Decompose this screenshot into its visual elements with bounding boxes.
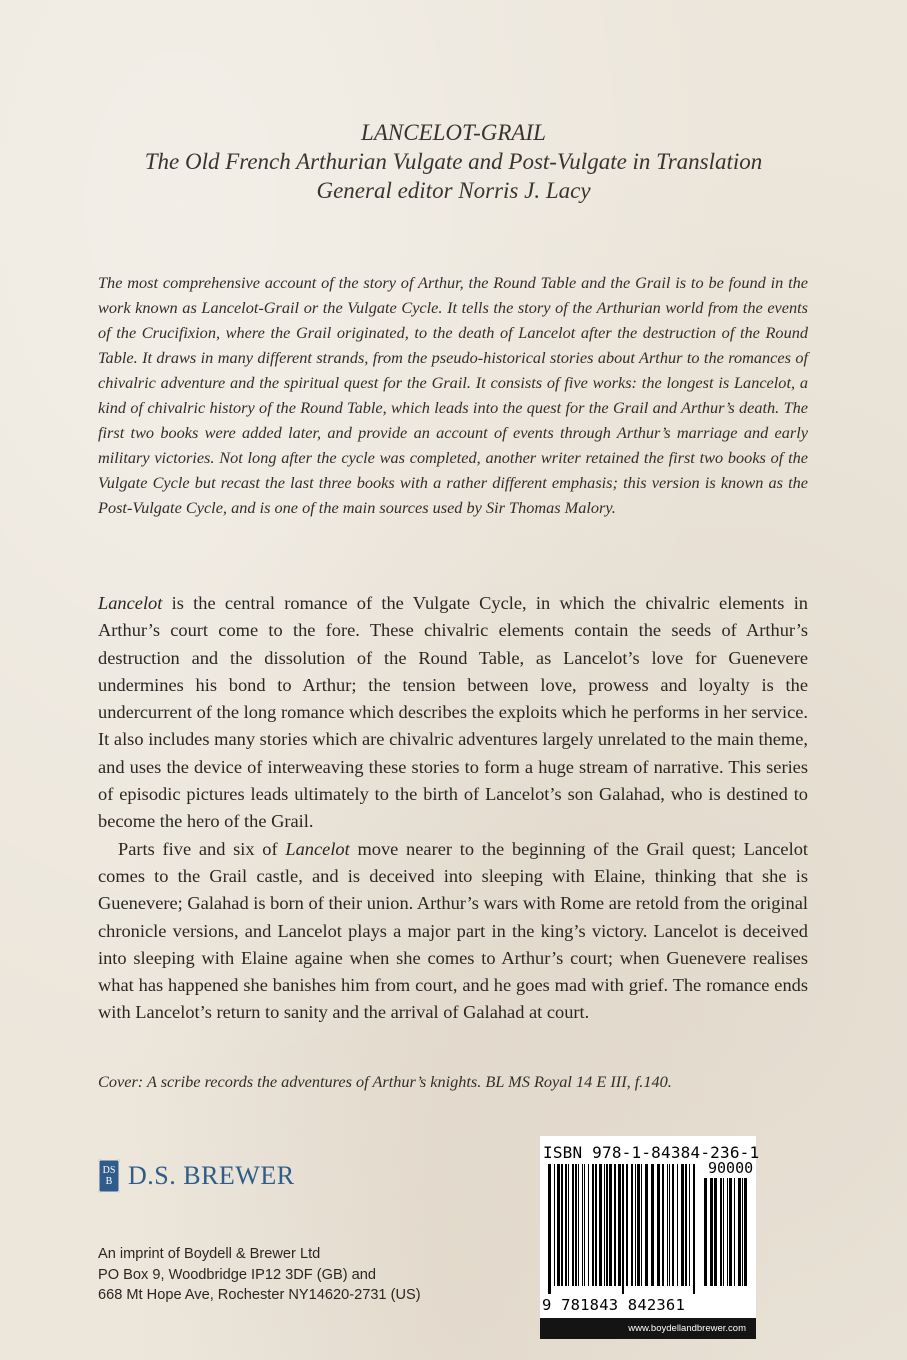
- price-code: 90000: [708, 1159, 754, 1177]
- barcode-bar: [622, 1164, 624, 1294]
- barcode-bar: [710, 1178, 713, 1286]
- barcode-bar: [738, 1178, 741, 1286]
- barcode-bar: [606, 1164, 608, 1286]
- work-title: Lancelot: [98, 593, 163, 613]
- barcode-bar: [677, 1164, 678, 1286]
- barcode-bar: [729, 1178, 732, 1286]
- barcode-bar: [667, 1164, 668, 1286]
- barcode-bar: [637, 1164, 640, 1286]
- barcode-bar: [689, 1164, 690, 1286]
- barcode-bar: [662, 1164, 664, 1286]
- barcode-bar: [561, 1164, 563, 1286]
- barcode-digits: 9 781843 842361: [542, 1296, 685, 1314]
- website-url: www.boydellandbrewer.com: [628, 1323, 746, 1334]
- barcode-bar: [669, 1164, 670, 1286]
- barcode-bar: [568, 1164, 569, 1286]
- barcode-bar: [626, 1164, 628, 1286]
- paragraph-text: is the central romance of the Vulgate Cycle, in which the chivalric elements in Arthur’s court come to the fore. These chivalric elements contain the seeds of Arthur’s destruction and the dissolution of the Round Table, as Lancelot’s love for Guenevere undermines his bond to Arthur; the tension between love, prowess and loyalty is the undercurrent of the long romance which describes the exploits which he performs in her service. It also includes many stories which are chivalric adventures largely unrelated to the main theme, and uses the device of interweaving these stories to form a huge stream of narrative. This series of episodic pictures leads ultimately to the birth of Lancelot’s son Galahad, who is destined to become the hero of the Grail.: [98, 593, 808, 832]
- barcode-bar: [631, 1164, 633, 1286]
- barcode-bar: [744, 1178, 747, 1286]
- description-paragraph-2: [98, 836, 808, 1027]
- cover-caption: Cover: A scribe records the adventures of Arthur’s knights. BL MS Royal 14 E III, f.140.: [98, 1072, 672, 1091]
- website-strip: [540, 1318, 756, 1339]
- barcode-bar: [604, 1164, 605, 1286]
- barcode-bar: [657, 1164, 660, 1286]
- barcode-bar: [584, 1164, 585, 1286]
- work-title: Lancelot: [285, 838, 350, 859]
- barcode-bar: [595, 1164, 597, 1286]
- title-block: [0, 118, 907, 205]
- barcode-bar: [554, 1164, 555, 1286]
- barcode-bar: [714, 1178, 717, 1286]
- barcode-bar: [641, 1164, 642, 1286]
- publisher-logo: [98, 1158, 295, 1194]
- barcode-addon-bars-icon: [704, 1178, 750, 1294]
- address-line: An imprint of Boydell & Brewer Ltd: [98, 1246, 321, 1262]
- address-line: PO Box 9, Woodbridge IP12 3DF (GB) and: [98, 1266, 376, 1283]
- description-body: [98, 590, 808, 1027]
- barcode-bar: [651, 1164, 654, 1286]
- barcode-bar: [672, 1164, 674, 1286]
- barcode-bar: [704, 1178, 707, 1286]
- barcode-bar: [557, 1164, 560, 1286]
- barcode-bar: [548, 1164, 551, 1294]
- barcode-bar: [727, 1178, 728, 1286]
- isbn-barcode: [540, 1136, 760, 1339]
- barcode-bar: [635, 1164, 636, 1286]
- barcode-bar: [614, 1164, 616, 1286]
- publisher-address: [98, 1244, 498, 1306]
- barcode-bars-icon: [548, 1164, 698, 1294]
- isbn-label: ISBN 978-1-84384-236-1: [543, 1143, 760, 1162]
- barcode-bar: [645, 1164, 648, 1286]
- description-paragraph-1: [98, 590, 808, 836]
- barcode-bar: [609, 1164, 612, 1286]
- paragraph-text: Parts five and six of: [118, 838, 286, 859]
- barcode-bar: [734, 1178, 735, 1286]
- brewer-logo-icon: DS B: [98, 1159, 120, 1193]
- barcode-bar: [599, 1164, 602, 1286]
- barcode-bar: [582, 1164, 583, 1286]
- barcode-bar: [681, 1164, 684, 1286]
- barcode-bar: [720, 1178, 722, 1286]
- intro-blurb: The most comprehensive account of the story of Arthur, the Round Table and the Grail is to be found in the work known as Lancelot-Grail or the Vulgate Cycle. It tells the story of the Arthurian world from the events of the Crucifixion, where the Grail originated, to the death of Lancelot after the destruction of the Round Table. It draws in many different strands, from the pseudo-historical stories about Arthur to the romances of chivalric adventure and the spiritual quest for the Grail. It consists of five works: the longest is Lancelot, a kind of chivalric history of the Round Table, which leads into the quest for the Grail and Arthur’s death. The first two books were added later, and provide an account of events through Arthur’s marriage and early military victories. Not long after the cycle was completed, another writer retained the first two books of the Vulgate Cycle but recast the last three books with a rather different emphasis; this version is known as the Post-Vulgate Cycle, and is one of the main sources used by Sir Thomas Malory.: [98, 273, 808, 517]
- publisher-name: D.S. BREWER: [128, 1161, 295, 1190]
- barcode-bar: [588, 1164, 589, 1286]
- barcode-bar: [723, 1178, 724, 1286]
- barcode-bar: [618, 1164, 621, 1286]
- barcode-bar: [572, 1164, 574, 1286]
- series-title: LANCELOT-GRAIL: [361, 120, 546, 145]
- barcode-bar: [693, 1164, 695, 1294]
- general-editor: General editor Norris J. Lacy: [316, 178, 591, 203]
- address-line: 668 Mt Hope Ave, Rochester NY14620-2731 (US): [98, 1287, 421, 1303]
- barcode-bar: [592, 1164, 594, 1286]
- barcode-bar: [575, 1164, 577, 1286]
- barcode-bar: [565, 1164, 567, 1286]
- paragraph-text: move nearer to the beginning of the Grail quest; Lancelot comes to the Grail castle, and is deceived into sleeping with Elaine, thinking that she is Guenevere; Galahad is born of their union. Arthur’s wars with Rome are retold from the original chronicle versions, and Lancelot plays a major part in the king’s victory. Lancelot is deceived into sleeping with Elaine againe when she comes to Arthur’s court; when Guenevere realises what has happened she banishes him from court, and he goes mad with grief. The romance ends with Lancelot’s return to sanity and the arrival of Galahad at court.: [98, 838, 808, 1023]
- series-subtitle: The Old French Arthurian Vulgate and Post-Vulgate in Translation: [144, 149, 763, 174]
- barcode-bar: [742, 1178, 743, 1286]
- barcode-bar: [685, 1164, 687, 1286]
- barcode-bar: [578, 1164, 579, 1286]
